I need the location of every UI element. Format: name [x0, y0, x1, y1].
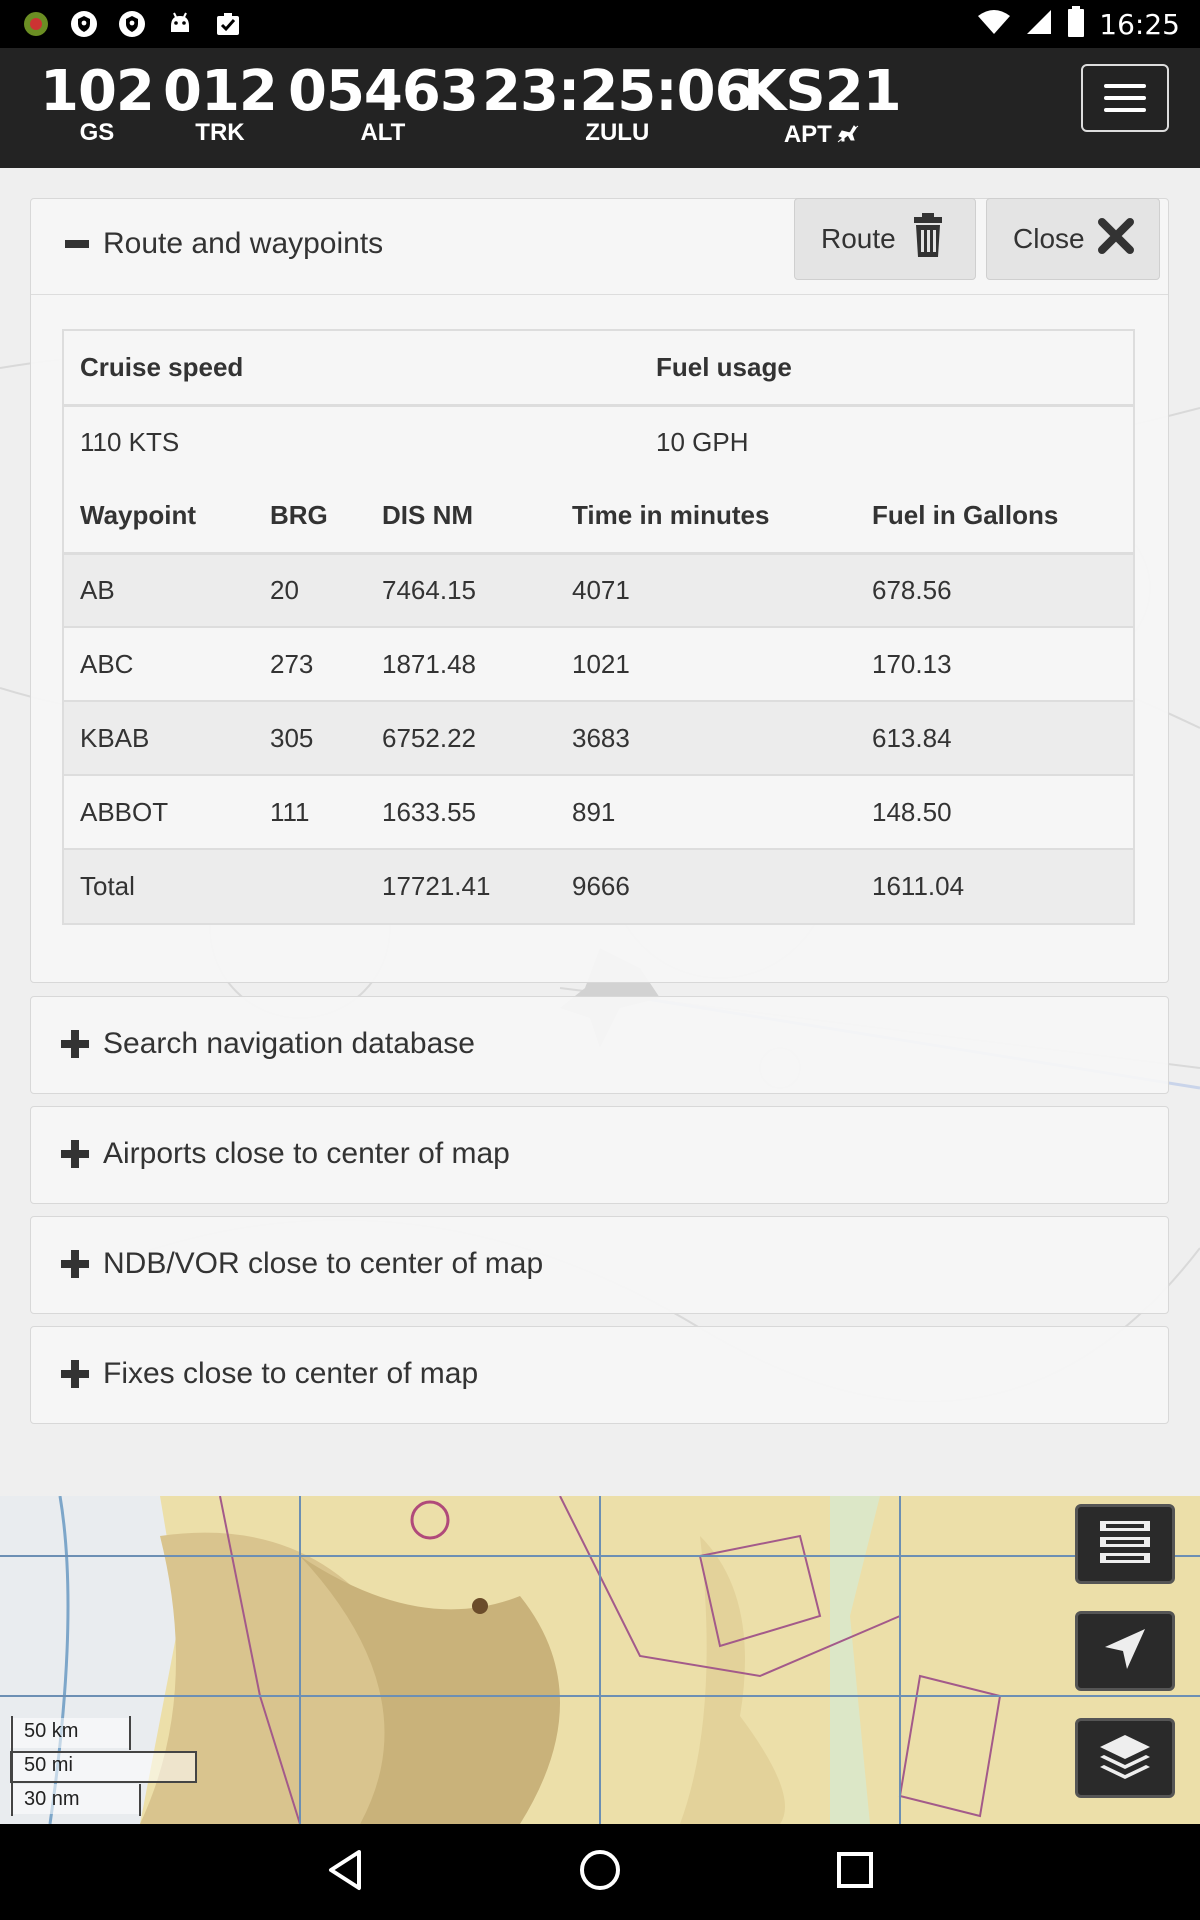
route-panel-header[interactable]	[31, 199, 1168, 295]
ground-speed-readout	[40, 59, 154, 146]
route-panel	[30, 198, 1169, 983]
fuel-usage-header: Fuel usage	[656, 351, 792, 382]
close-button-label: Close	[1013, 223, 1085, 254]
airports-title[interactable]	[61, 1137, 510, 1171]
minus-icon	[65, 240, 89, 248]
search-navigation-title-text: Search navigation database	[103, 1027, 475, 1060]
airport-label: APT	[783, 121, 832, 148]
sectional-map[interactable]	[0, 1496, 1200, 1824]
time-cell: 3683	[572, 722, 630, 753]
time-cell: 1021	[572, 648, 630, 679]
shield-icon	[116, 8, 148, 40]
ground-speed-label: GS	[79, 119, 115, 146]
track-label: TRK	[195, 119, 245, 146]
clipboard-check-icon	[212, 8, 244, 40]
instrument-bar	[0, 48, 1200, 168]
distance-cell: 7464.15	[382, 574, 476, 605]
home-button[interactable]	[570, 1844, 630, 1900]
table-row[interactable]	[64, 775, 1133, 849]
track-value: 012	[163, 59, 277, 124]
fixes-panel[interactable]	[30, 1326, 1169, 1424]
search-navigation-title[interactable]	[61, 1027, 475, 1061]
plus-icon	[61, 1360, 89, 1388]
scale-mi: 50 mi	[24, 1754, 73, 1776]
signal-icon	[1025, 8, 1053, 41]
bearing-cell: 273	[270, 648, 314, 679]
waypoint-cell: ABBOT	[80, 796, 169, 827]
table-row[interactable]	[64, 701, 1133, 775]
system-nav-bar	[0, 1824, 1200, 1920]
col-fuel: Fuel in Gallons	[872, 499, 1059, 530]
scale-km: 50 km	[24, 1720, 79, 1742]
close-panel-button[interactable]	[986, 198, 1160, 280]
hamburger-icon-bar	[1104, 108, 1146, 112]
bearing-cell	[254, 849, 366, 923]
altitude-value: 05463	[288, 59, 478, 124]
wifi-icon	[977, 8, 1011, 41]
col-distance: DIS NM	[382, 499, 473, 530]
time-cell: 891	[572, 796, 616, 827]
settings-value-row	[64, 405, 1133, 479]
status-bar	[0, 0, 1200, 48]
altitude-readout	[288, 59, 478, 146]
total-row	[64, 849, 1133, 923]
waypoint-cell: AB	[80, 574, 115, 605]
waypoints-header-row	[64, 479, 1133, 553]
list-icon	[1100, 1521, 1150, 1568]
hamburger-icon-bar	[1104, 84, 1146, 88]
airplane-icon	[836, 122, 860, 148]
waypoints-table	[64, 479, 1133, 923]
distance-cell: 1871.48	[382, 648, 476, 679]
scale-nm: 30 nm	[24, 1788, 80, 1810]
navigation-arrow-icon	[1103, 1627, 1147, 1676]
bearing-cell: 305	[270, 722, 314, 753]
hamburger-menu-button[interactable]	[1081, 64, 1169, 132]
back-icon	[325, 1848, 365, 1897]
total-fuel: 1611.04	[872, 871, 965, 901]
battery-icon	[1067, 6, 1085, 43]
total-distance: 17721.41	[382, 871, 491, 901]
fuel-cell: 678.56	[872, 574, 952, 605]
fixes-title-text: Fixes close to center of map	[103, 1357, 479, 1390]
cruise-speed-value[interactable]: 110 KTS	[80, 427, 180, 458]
total-time: 9666	[572, 871, 630, 901]
plus-icon	[61, 1030, 89, 1058]
settings-header-row	[64, 331, 1133, 405]
airport-value: KS21	[743, 59, 901, 124]
home-icon	[578, 1848, 622, 1897]
altitude-label: ALT	[360, 119, 406, 146]
airport-readout[interactable]	[743, 59, 901, 148]
ndb-vor-title-text: NDB/VOR close to center of map	[103, 1247, 544, 1280]
fuel-usage-value[interactable]: 10 GPH	[656, 427, 749, 458]
zulu-time-value: 23:25:06	[482, 59, 753, 124]
ndb-vor-panel[interactable]	[30, 1216, 1169, 1314]
hamburger-icon-bar	[1104, 96, 1146, 100]
shield-icon	[68, 8, 100, 40]
main-content	[0, 168, 1200, 1496]
recents-button[interactable]	[825, 1844, 885, 1900]
total-label: Total	[80, 871, 135, 901]
android-icon	[164, 8, 196, 40]
distance-cell: 1633.55	[382, 796, 476, 827]
cruise-speed-header: Cruise speed	[80, 351, 244, 382]
android-debug-icon	[20, 8, 52, 40]
center-position-button[interactable]	[1075, 1611, 1175, 1691]
table-row[interactable]	[64, 627, 1133, 701]
search-navigation-panel[interactable]	[30, 996, 1169, 1094]
airports-title-text: Airports close to center of map	[103, 1137, 510, 1170]
plus-icon	[61, 1140, 89, 1168]
route-settings-table	[64, 331, 1133, 479]
bearing-cell: 20	[270, 574, 299, 605]
layers-icon	[1098, 1733, 1152, 1784]
time-cell: 4071	[572, 574, 630, 605]
route-panel-title-text: Route and waypoints	[103, 227, 384, 260]
close-icon	[1097, 217, 1135, 262]
airports-panel[interactable]	[30, 1106, 1169, 1204]
back-button[interactable]	[315, 1844, 375, 1900]
fixes-title[interactable]	[61, 1357, 478, 1391]
trash-icon	[908, 213, 948, 266]
col-bearing: BRG	[270, 499, 328, 530]
waypoint-cell: ABC	[80, 648, 134, 679]
bearing-cell: 111	[270, 796, 310, 827]
col-waypoint: Waypoint	[80, 499, 197, 530]
clear-route-button[interactable]	[794, 198, 976, 280]
airport-label-row	[743, 122, 901, 148]
plus-icon	[61, 1250, 89, 1278]
fuel-cell: 148.50	[872, 796, 952, 827]
waypoint-cell: KBAB	[80, 722, 150, 753]
zulu-time-label: ZULU	[585, 119, 650, 146]
distance-cell: 6752.22	[382, 722, 476, 753]
route-table-wrapper	[62, 329, 1135, 925]
ground-speed-value: 102	[40, 59, 154, 124]
track-readout	[163, 59, 277, 146]
recents-icon	[835, 1850, 875, 1895]
col-time: Time in minutes	[572, 499, 770, 530]
fuel-cell: 613.84	[872, 722, 952, 753]
zulu-time-readout	[482, 59, 753, 146]
route-panel-title[interactable]	[65, 227, 383, 261]
table-row[interactable]	[64, 553, 1133, 627]
ndb-vor-title[interactable]	[61, 1247, 543, 1281]
layers-button[interactable]	[1075, 1718, 1175, 1798]
route-button-label: Route	[821, 223, 896, 254]
list-button[interactable]	[1075, 1504, 1175, 1584]
map-scale	[10, 1714, 170, 1816]
fuel-cell: 170.13	[872, 648, 952, 679]
status-time: 16:25	[1099, 8, 1180, 41]
